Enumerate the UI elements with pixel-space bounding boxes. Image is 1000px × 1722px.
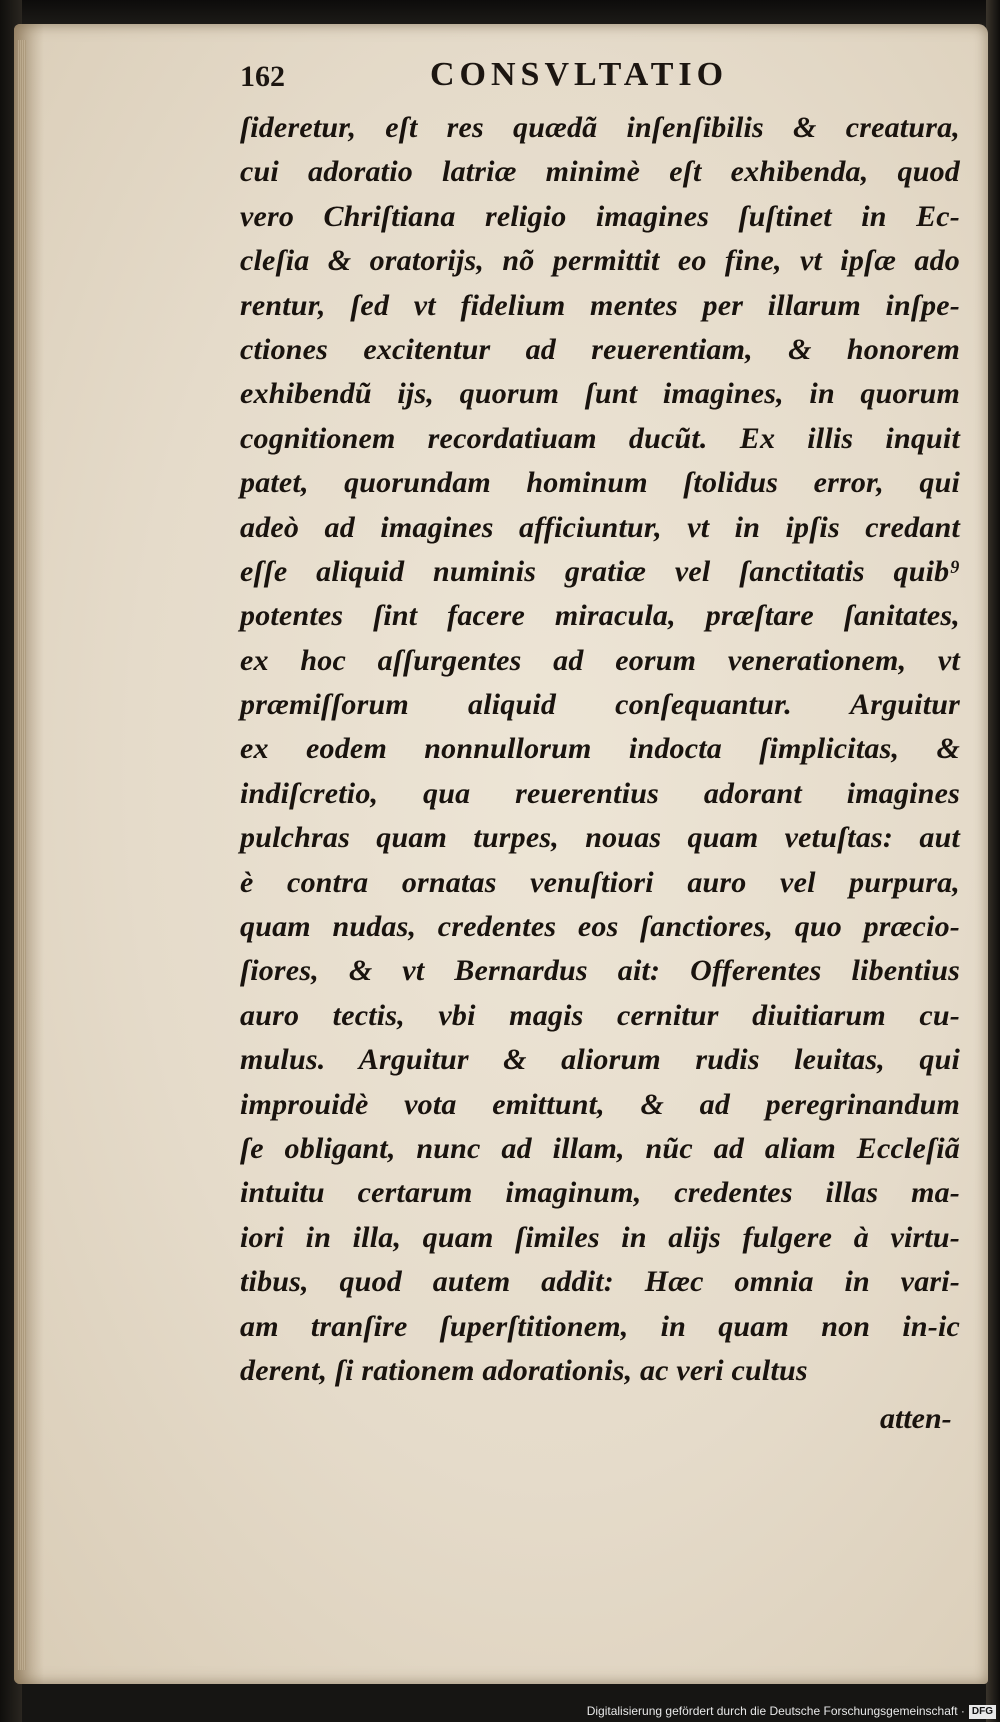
text-line: è contra ornatas venuſtiori auro vel purpura, bbox=[240, 865, 960, 899]
text-line: eſſe aliquid numinis gratiæ vel ſanctitatis quib⁹ bbox=[240, 554, 960, 588]
text-line: ſe obligant, nunc ad illam, nũc ad aliam Eccleſiã bbox=[240, 1131, 960, 1165]
text-line: præmiſſorum aliquid conſequantur. Arguitur bbox=[240, 688, 960, 722]
page-edges bbox=[18, 40, 26, 1670]
page-number: 162 bbox=[240, 60, 285, 93]
text-line: ſideretur, eſt res quædã inſenſibilis & creatura, bbox=[240, 111, 960, 144]
text-line: patet, quorundam hominum ſtolidus error, qui bbox=[240, 466, 960, 500]
text-line: quam nudas, credentes eos ſanctiores, quo præcio- bbox=[240, 910, 960, 944]
text-line: exhibendũ ijs, quorum ſunt imagines, in quorum bbox=[240, 377, 960, 411]
text-line: iori in illa, quam ſimiles in alijs fulgere à virtu- bbox=[240, 1220, 960, 1254]
text-line: cognitionem recordatiuam ducũt. Ex illis inquit bbox=[240, 421, 960, 455]
text-line: tibus, quod autem addit: Hæc omnia in vari- bbox=[240, 1265, 960, 1299]
funding-credit: Digitalisierung gefördert durch die Deutsche Forschungsgemeinschaft · bbox=[586, 1704, 965, 1718]
scan-top-border bbox=[0, 0, 1000, 26]
text-line: vero Chriſtiana religio imagines ſuſtinet in Ec- bbox=[240, 199, 960, 233]
text-line: mulus. Arguitur & aliorum rudis leuitas, qui bbox=[240, 1043, 960, 1077]
text-line: ſiores, & vt Bernardus ait: Offerentes libentius bbox=[240, 954, 960, 988]
text-line: ex hoc aſſurgentes ad eorum venerationem, vt bbox=[240, 643, 960, 677]
page-header bbox=[240, 56, 770, 102]
digitization-footer bbox=[0, 1700, 996, 1722]
text-line: derent, ſi rationem adorationis, ac veri cultus bbox=[240, 1353, 808, 1387]
text-line: potentes ſint facere miracula, præſtare ſanitates, bbox=[240, 599, 960, 633]
scan-right-border bbox=[986, 0, 1000, 1722]
text-line: pulchras quam turpes, nouas quam vetuſtas: aut bbox=[240, 821, 960, 855]
catchword: atten- bbox=[880, 1402, 952, 1435]
body-text bbox=[240, 106, 960, 1393]
text-line: adeò ad imagines afficiuntur, vt in ipſis credant bbox=[240, 510, 960, 544]
dfg-logo: DFG bbox=[969, 1705, 996, 1719]
text-line: indiſcretio, qua reuerentius adorant imagines bbox=[240, 776, 960, 810]
running-head: CONSVLTATIO bbox=[430, 56, 729, 93]
text-line: am tranſire ſuperſtitionem, in quam non in-ic bbox=[240, 1309, 960, 1343]
text-line: ex eodem nonnullorum indocta ſimplicitas, & bbox=[240, 732, 960, 766]
text-line: improuidè vota emittunt, & ad peregrinandum bbox=[240, 1087, 960, 1121]
text-line: cleſia & oratorijs, nõ permittit eo fine, vt ipſæ ado bbox=[240, 244, 960, 278]
text-line: intuitu certarum imaginum, credentes illas ma- bbox=[240, 1176, 960, 1210]
text-line: auro tectis, vbi magis cernitur diuitiarum cu- bbox=[240, 998, 960, 1032]
text-line: rentur, ſed vt fidelium mentes per illarum inſpe- bbox=[240, 288, 960, 322]
text-line: cui adoratio latriæ minimè eſt exhibenda, quod bbox=[240, 155, 960, 189]
text-line: ctiones excitentur ad reuerentiam, & honorem bbox=[240, 332, 960, 366]
